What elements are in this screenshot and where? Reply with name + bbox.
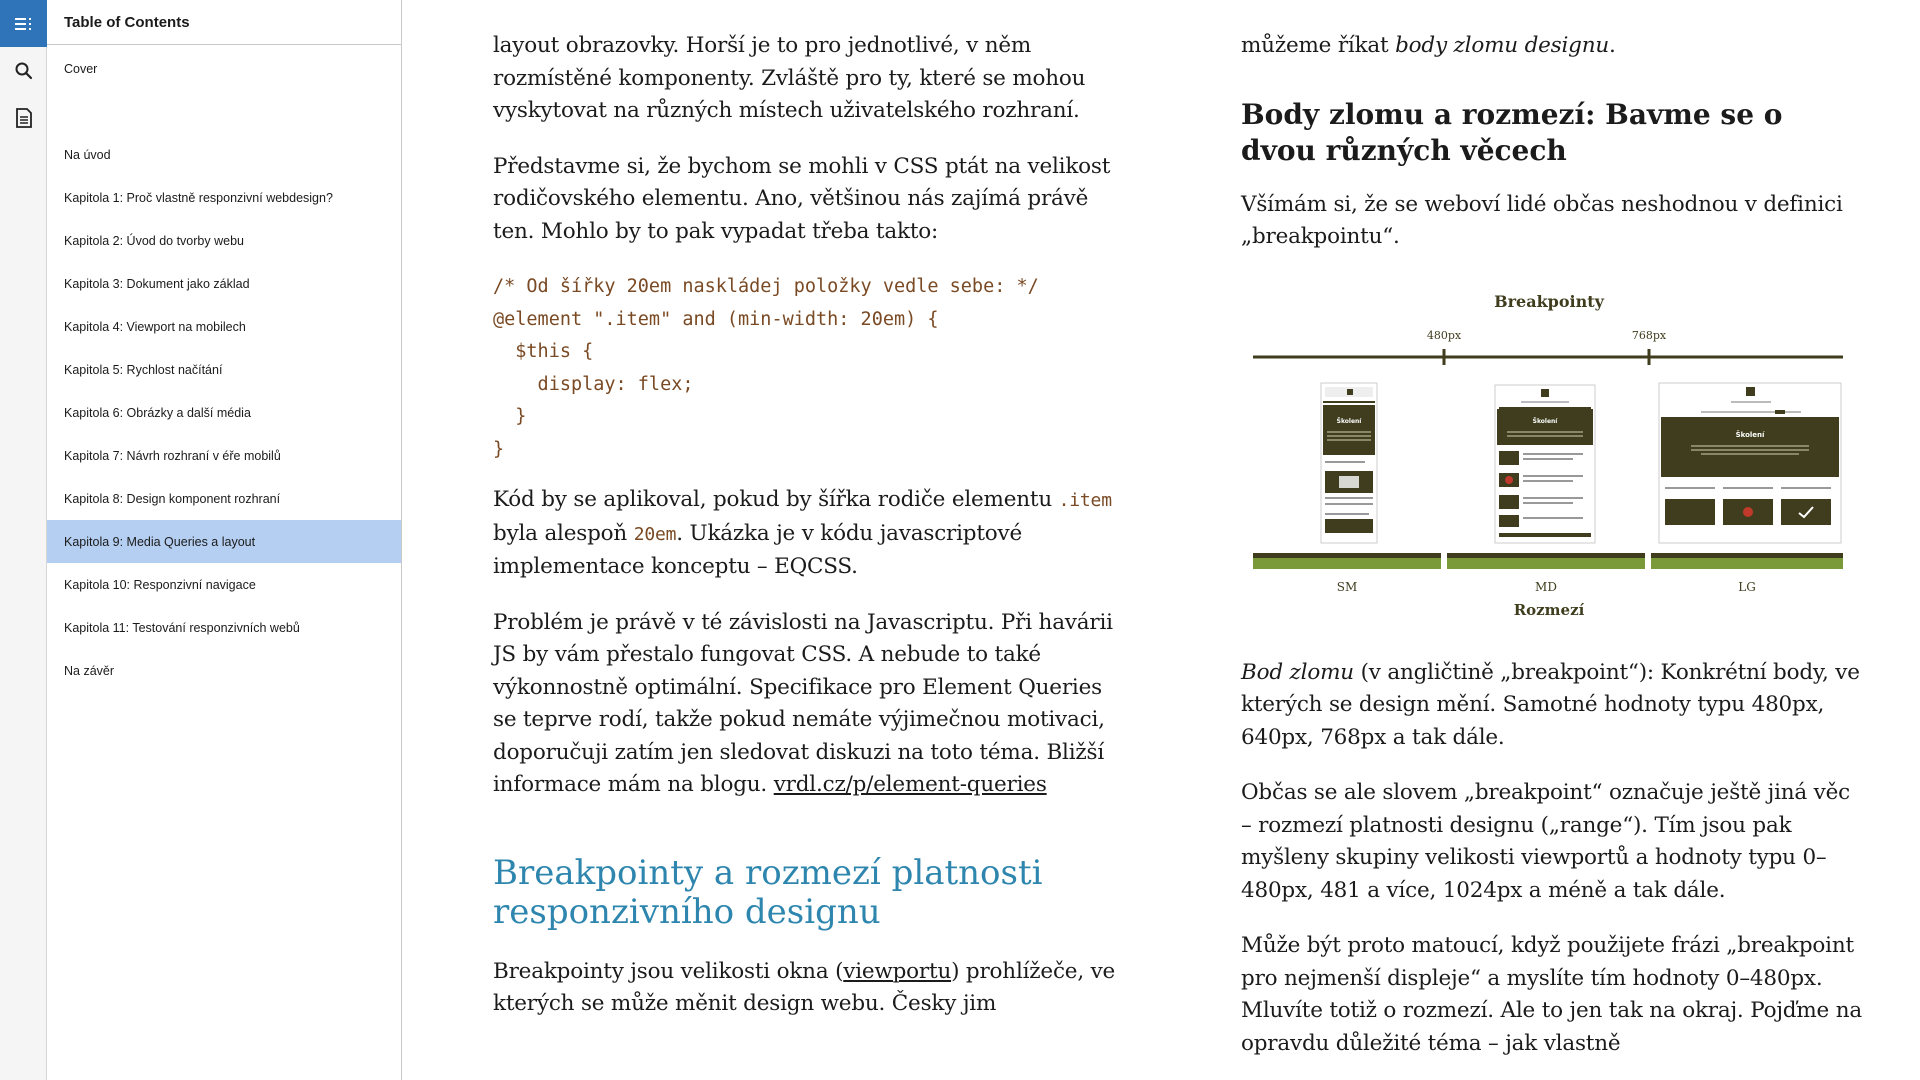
- text-run: Breakpointy jsou velikosti okna (: [493, 958, 844, 984]
- figure-title: Breakpointy: [1494, 291, 1604, 311]
- range-bar-sm-top: [1253, 553, 1441, 558]
- toc-item-chapter-1[interactable]: Kapitola 1: Proč vlastně responzivní webdesign?: [64, 190, 333, 205]
- inline-code: 20em: [633, 523, 677, 545]
- range-bar-lg: [1651, 558, 1843, 569]
- text-run: můžeme říkat: [1241, 33, 1396, 58]
- viewport-link[interactable]: viewportu: [843, 958, 952, 984]
- range-label-lg: LG: [1738, 579, 1756, 594]
- breakpoints-figure: [1241, 277, 1866, 627]
- toc-item-chapter-2[interactable]: Kapitola 2: Úvod do tvorby webu: [64, 233, 244, 248]
- range-label-md: MD: [1535, 579, 1557, 594]
- subsection-heading: Body zlomu a rozmezí: Bavme se o dvou různých věcech: [1241, 97, 1783, 167]
- blog-link[interactable]: vrdl.cz/p/element-queries: [773, 772, 1047, 797]
- toc-item-chapter-4[interactable]: Kapitola 4: Viewport na mobilech: [64, 319, 246, 334]
- emphasis: Bod zlomu: [1241, 659, 1354, 685]
- toc-item-chapter-7[interactable]: Kapitola 7: Návrh rozhraní v éře mobilů: [64, 448, 281, 463]
- range-bar-md-top: [1447, 553, 1645, 558]
- toc-item-chapter-5[interactable]: Kapitola 5: Rychlost načítání: [64, 362, 223, 377]
- text-run: Problém je právě v té závislosti na Javascriptu. Při havárii JS by vám přestalo fungovat CSS. A nebude to také výkonnostně optimální. Specifikace pro Element Queries se teprve rodí, takže pokud nemáte výjimečnou motivaci, doporučuji zatím jen sledovat diskuzi na toto téma. Bližší informace mám na blogu.: [493, 609, 1113, 797]
- icon-rail: [0, 0, 47, 1080]
- md-screenshot: [1495, 385, 1595, 543]
- toc-item-chapter-9[interactable]: Kapitola 9: Media Queries a layout: [47, 520, 401, 563]
- toc-item-chapter-8[interactable]: Kapitola 8: Design komponent rozhraní: [64, 491, 281, 506]
- paragraph: [493, 484, 1118, 584]
- reader-pane: [403, 0, 1920, 1080]
- figure-caption: Rozmezí: [1513, 600, 1585, 619]
- toc-item-cover[interactable]: Cover: [64, 61, 98, 76]
- paragraph: [1241, 657, 1866, 755]
- lg-screen-title: Školení: [1735, 430, 1765, 439]
- sm-screenshot: [1321, 383, 1377, 543]
- range-bar-lg-top: [1651, 553, 1843, 558]
- sm-screen-title: Školení: [1336, 417, 1362, 425]
- toc-item-chapter-3[interactable]: Kapitola 3: Dokument jako základ: [64, 276, 250, 291]
- toc-item-conclusion[interactable]: Na závěr: [64, 663, 115, 678]
- toc-item-chapter-6[interactable]: Kapitola 6: Obrázky a další média: [64, 405, 251, 420]
- text-run: byla alespoň: [493, 520, 634, 546]
- paragraph: Všímám si, že se weboví lidé občas neshodnou v definici „breakpointu“.: [1241, 191, 1843, 249]
- search-icon: [14, 61, 34, 81]
- range-bar-md: [1447, 558, 1645, 569]
- breakpoint-label-768: 768px: [1631, 328, 1667, 342]
- paragraph: Občas se ale slovem „breakpoint“ označuje ještě jiná věc – rozmezí platnosti designu („range“). Tím jsou pak myšleny skupiny velikosti viewportů a hodnoty typu 0–480px, 481 a více, 1024px a méně a tak dále.: [1241, 780, 1850, 903]
- text-run: . Ukázka je v kódu javascriptové implementace konceptu – EQCSS.: [493, 520, 1023, 579]
- paragraph: [1241, 30, 1866, 63]
- search-button[interactable]: [0, 47, 47, 94]
- code-block: /* Od šířky 20em naskládej položky vedle sebe: */ @element ".item" and (min-width: 20em) { $this { display: flex; } }: [493, 276, 1039, 460]
- paragraph: Může být proto matoucí, když použijete frázi „breakpoint pro nejmenší displeje“ a myslíte tím hodnoty 0–480px. Mluvíte totiž o rozmezí. Ale to jen tak na okraj. Pojďme na opravdu důležité téma – jak vlastně: [1241, 933, 1862, 1056]
- section-heading: Breakpointy a rozmezí platnosti responzivního designu: [493, 852, 1043, 932]
- text-run: (v angličtině „breakpoint“): Konkrétní body, ve kterých se design mění. Samotné hodnoty typu 480px, 640px, 768px a tak dále.: [1241, 659, 1860, 750]
- toc-item-chapter-11[interactable]: Kapitola 11: Testování responzivních webů: [64, 620, 300, 635]
- text-column-left: [493, 30, 1118, 1044]
- toc-title: Table of Contents: [47, 0, 401, 45]
- breakpoints-diagram: [1241, 277, 1866, 627]
- text-run: ) prohlížeče, ve kterých se může měnit design webu. Česky jim: [493, 958, 1116, 1016]
- paragraph: Představme si, že bychom se mohli v CSS ptát na velikost rodičovského elementu. Ano, většinou nás zajímá právě ten. Mohlo by to pak vypadat třeba takto:: [493, 153, 1111, 244]
- notes-icon: [15, 107, 33, 129]
- paragraph: layout obrazovky. Horší je to pro jednotlivé, v něm rozmístěné komponenty. Zvláště pro ty, které se mohou vyskytovat na různých místech uživatelského rozhraní.: [493, 33, 1086, 123]
- range-label-sm: SM: [1336, 579, 1358, 594]
- text-run: .: [1609, 33, 1616, 58]
- inline-code: .item: [1058, 490, 1112, 511]
- range-bar-sm: [1253, 558, 1441, 569]
- toc-spacer: [47, 90, 401, 133]
- emphasis: body zlomu designu: [1395, 33, 1610, 58]
- paragraph: [493, 956, 1118, 1021]
- notes-button[interactable]: [0, 94, 47, 141]
- toc-item-intro[interactable]: Na úvod: [64, 147, 111, 162]
- md-screen-title: Školení: [1532, 417, 1558, 425]
- toc-item-chapter-10[interactable]: Kapitola 10: Responzivní navigace: [64, 577, 256, 592]
- breakpoint-label-480: 480px: [1426, 328, 1462, 342]
- toc-button[interactable]: [0, 0, 47, 47]
- text-run: Kód by se aplikoval, pokud by šířka rodiče elementu: [493, 487, 1059, 512]
- toc-list: [47, 47, 401, 692]
- text-column-right: [1241, 30, 1866, 1080]
- paragraph: [493, 607, 1118, 802]
- lg-screenshot: [1659, 383, 1841, 543]
- toc-icon: [13, 15, 35, 33]
- toc-panel: [47, 0, 402, 1080]
